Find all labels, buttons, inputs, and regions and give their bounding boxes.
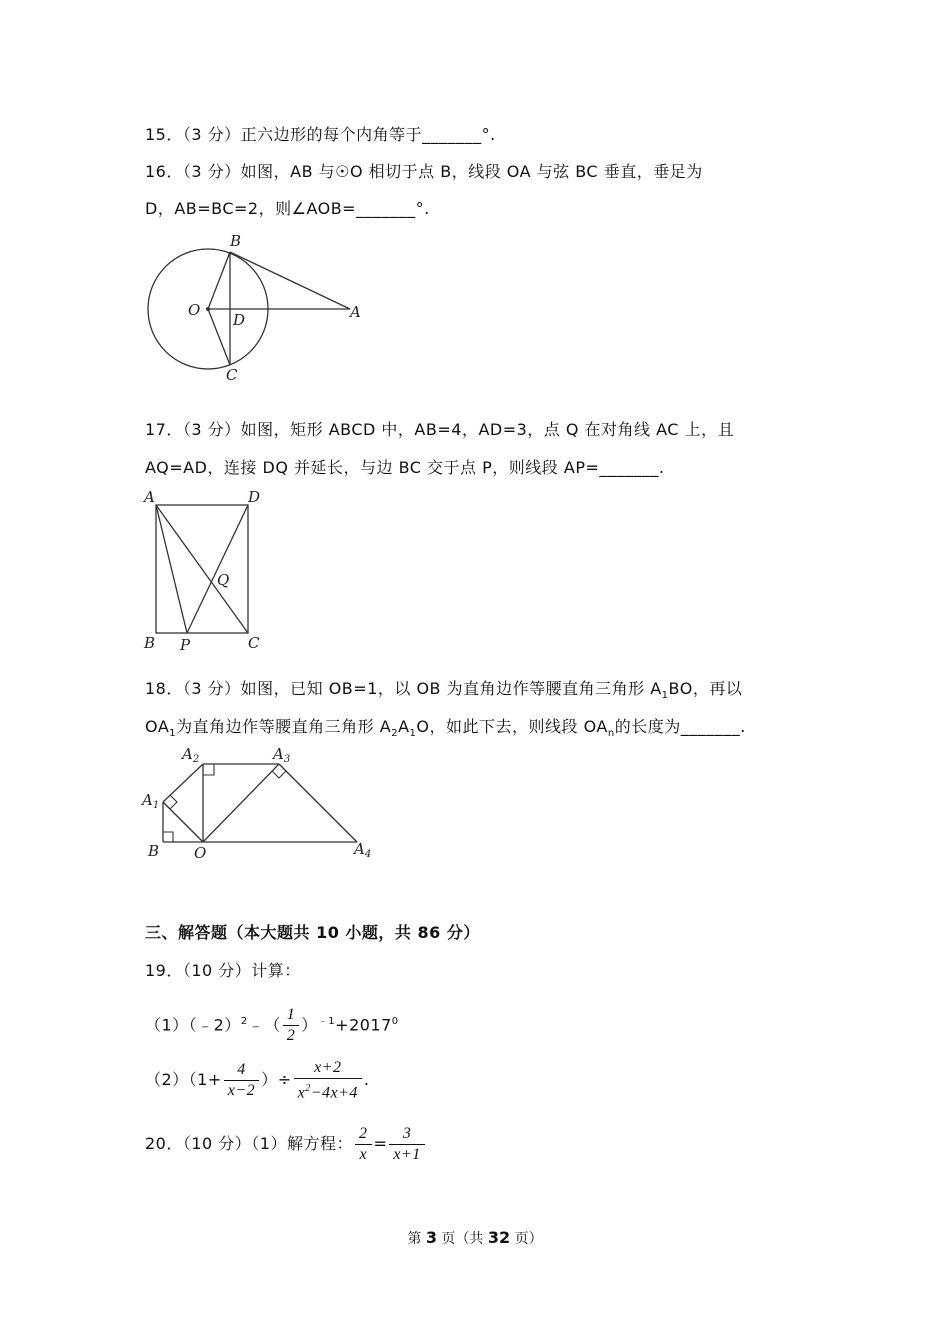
question-19-title: 19．（10 分）计算：: [145, 961, 301, 980]
label-a: A: [350, 303, 361, 321]
label-a1: $A_1$: [142, 791, 160, 811]
label-o: O: [194, 844, 207, 862]
question-19-part-2: （2）（1+ $\frac{4}{x-2}$ ）÷ $\frac{x+2}{x^2-4x+4}$ .: [145, 1059, 370, 1102]
label-d: D: [248, 488, 261, 506]
question-17-line-2: AQ=AD，连接 DQ 并延长，与边 BC 交于点 P，则线段 AP=_______.: [145, 458, 665, 477]
label-c: C: [248, 634, 260, 652]
label-o: O: [188, 301, 201, 319]
label-a: A: [144, 488, 155, 506]
figure-q17-rectangle: [140, 488, 270, 656]
page-footer: 第 3 页（共 32 页）: [407, 1228, 543, 1247]
fraction-x-plus-2-over-quadratic: $\frac{x+2}{x^2-4x+4}$: [294, 1058, 362, 1103]
figure-q16-circle-tangent: [140, 232, 380, 387]
label-a4: $A_4$: [354, 840, 372, 860]
fraction-3-over-x-plus-1: $\frac{3}{x+1}$: [389, 1124, 424, 1165]
label-p: P: [180, 636, 191, 654]
label-q: Q: [217, 571, 230, 589]
label-b: B: [144, 634, 156, 652]
label-a3: $A_3$: [273, 745, 291, 765]
question-16-line-1: 16．（3 分）如图，AB 与☉O 相切于点 B，线段 OA 与弦 BC 垂直，垂足为: [145, 162, 703, 181]
figure-q18-isosceles-triangles: [140, 742, 390, 864]
label-a2: $A_2$: [182, 745, 200, 765]
question-18-line-1: 18．（3 分）如图，已知 OB=1，以 OB 为直角边作等腰直角三角形 $A_1BO$，再以: [145, 679, 743, 702]
question-19-part-1: （1）（﹣2）$^2$﹣（ $\frac{1}{2}$ ）$^{﹣1}+2017^0$: [145, 1006, 399, 1045]
fraction-4-over-x-minus-2: $\frac{4}{x-2}$: [224, 1060, 259, 1101]
fraction-2-over-x: $\frac{2}{x}$: [355, 1124, 372, 1165]
question-17-line-1: 17．（3 分）如图，矩形 ABCD 中，AB=4，AD=3，点 Q 在对角线 AC 上，且: [145, 420, 735, 439]
question-18-line-2: $OA_1$为直角边作等腰直角三角形 $A_2A_1O$，如此下去，则线段 $OA_n$的长度为_______.: [145, 717, 746, 740]
label-b: B: [230, 232, 242, 250]
label-c: C: [226, 366, 238, 384]
fraction-one-half: $\frac{1}{2}$: [283, 1005, 300, 1046]
question-16-line-2: D，AB=BC=2，则∠AOB=_______°.: [145, 199, 430, 218]
label-d: D: [233, 311, 246, 329]
question-20: 20．（10 分）（1）解方程： $\frac{2}{x}$ = $\frac{3}{x+1}$: [145, 1122, 427, 1166]
label-b: B: [148, 842, 160, 860]
question-15: 15．（3 分）正六边形的每个内角等于_______°.: [145, 125, 496, 144]
section-3-heading: 三、解答题（本大题共 10 小题，共 86 分）: [145, 923, 480, 942]
